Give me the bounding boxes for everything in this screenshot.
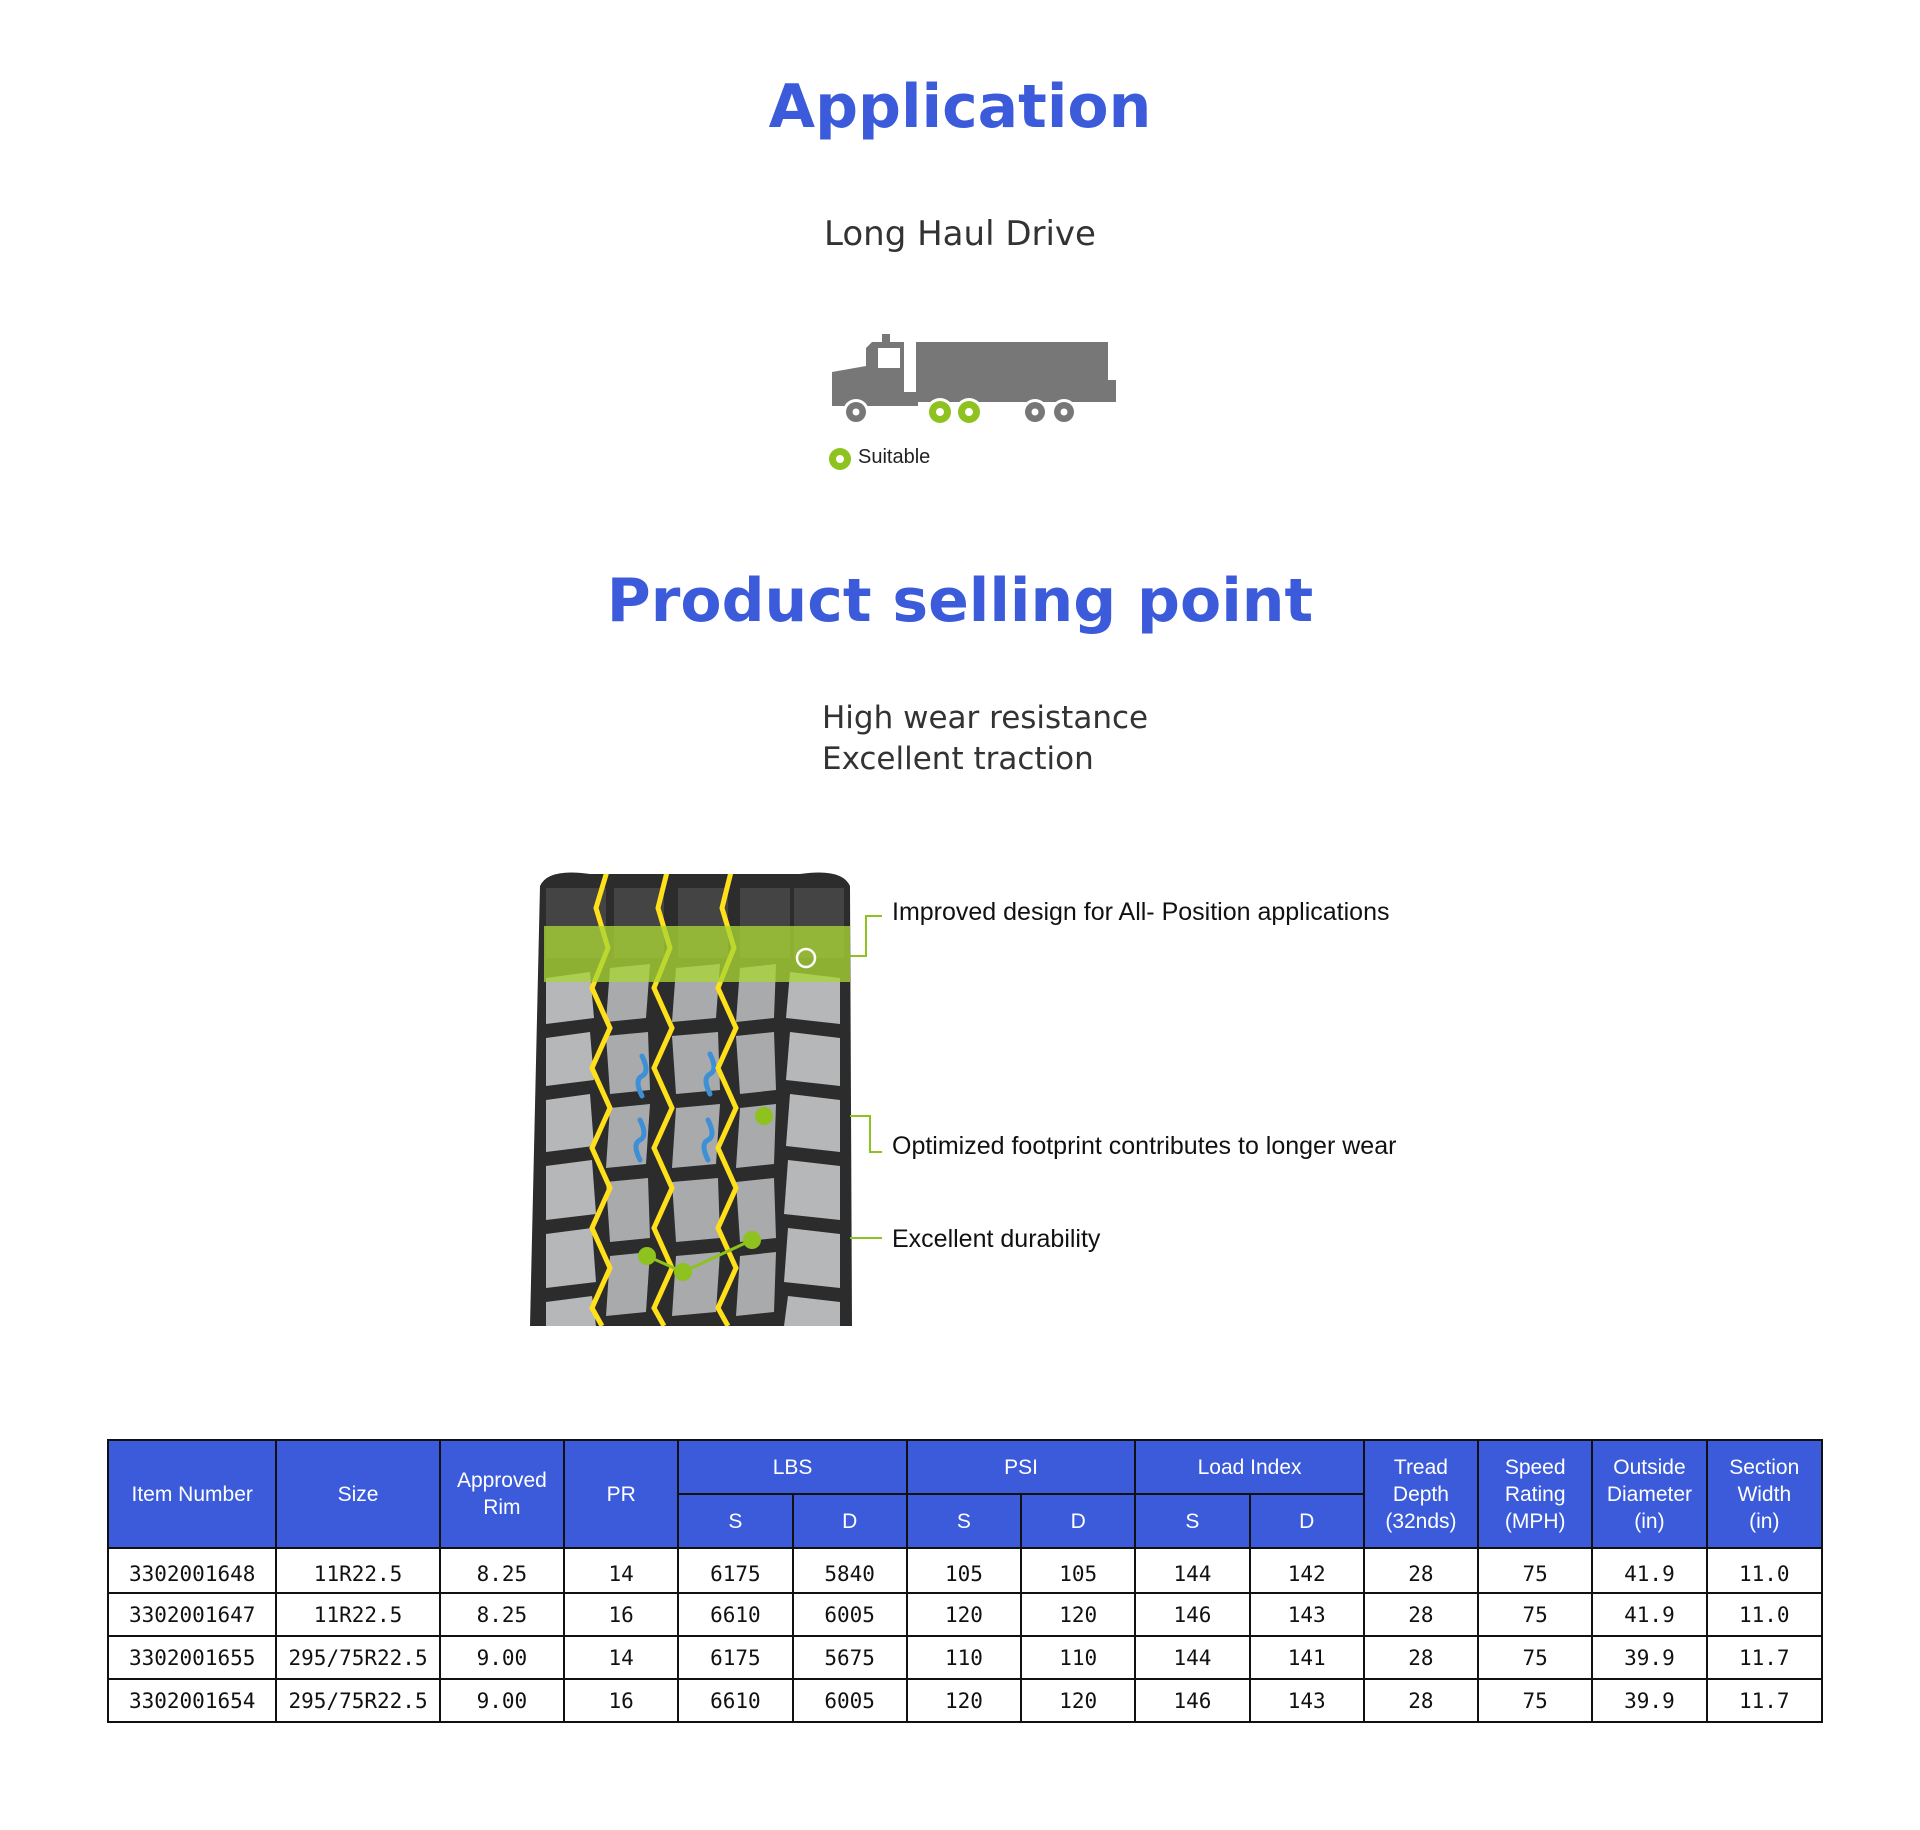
header-size: Size	[276, 1440, 439, 1548]
table-cell: 9.00	[440, 1679, 564, 1722]
table-cell: 143	[1250, 1593, 1364, 1636]
table-cell: 75	[1478, 1548, 1592, 1593]
header-approved-rim-line: Rim	[483, 1496, 521, 1519]
selling-point-item: Excellent traction	[822, 741, 1094, 777]
table-cell: 120	[907, 1593, 1021, 1636]
table-cell: 28	[1364, 1548, 1478, 1593]
header-tread-depth-line: Depth	[1392, 1482, 1449, 1506]
table-cell: 295/75R22.5	[276, 1679, 439, 1722]
table-cell: 5675	[793, 1636, 907, 1679]
table-cell: 120	[1021, 1679, 1135, 1722]
table-cell: 39.9	[1592, 1679, 1706, 1722]
table-cell: 28	[1364, 1636, 1478, 1679]
header-section-width-line: Section	[1729, 1455, 1800, 1479]
table-cell: 8.25	[440, 1548, 564, 1593]
table-cell: 3302001655	[108, 1636, 276, 1679]
callout-all-position: Improved design for All- Position applications	[892, 898, 1390, 926]
table-cell: 41.9	[1592, 1593, 1706, 1636]
header-speed-rating-line: Rating	[1504, 1482, 1566, 1506]
table-cell: 3302001647	[108, 1593, 276, 1636]
table-cell: 14	[564, 1636, 678, 1679]
table-cell: 11.0	[1707, 1548, 1822, 1593]
table-cell: 75	[1478, 1679, 1592, 1722]
header-load-d: D	[1250, 1494, 1364, 1548]
table-cell: 11.0	[1707, 1593, 1822, 1636]
header-section-width-line: (in)	[1749, 1509, 1780, 1533]
table-cell: 16	[564, 1679, 678, 1722]
truck-icon	[820, 330, 1120, 434]
callout-footprint: Optimized footprint contributes to longer wear	[892, 1132, 1397, 1160]
header-item-number: Item Number	[108, 1440, 276, 1548]
table-cell: 11R22.5	[276, 1593, 439, 1636]
table-cell: 141	[1250, 1636, 1364, 1679]
header-outside-diameter-line: Diameter	[1606, 1482, 1693, 1506]
selling-point-list	[822, 698, 1148, 780]
suitable-legend-icon	[828, 447, 852, 471]
table-cell: 142	[1250, 1548, 1364, 1593]
selling-point-item: High wear resistance	[822, 700, 1149, 736]
table-cell: 5840	[793, 1548, 907, 1593]
table-cell: 3302001648	[108, 1548, 276, 1593]
table-cell: 110	[1021, 1636, 1135, 1679]
table-cell: 75	[1478, 1593, 1592, 1636]
header-tread-depth-line: (32nds)	[1385, 1509, 1457, 1533]
header-outside-diameter	[1592, 1440, 1706, 1548]
table-cell: 144	[1135, 1636, 1249, 1679]
table-cell: 11.7	[1707, 1679, 1822, 1722]
table-cell: 105	[907, 1548, 1021, 1593]
header-approved-rim	[440, 1440, 564, 1548]
header-tread-depth	[1364, 1440, 1478, 1548]
header-speed-rating-line: Speed	[1504, 1455, 1566, 1479]
table-cell: 105	[1021, 1548, 1135, 1593]
spec-table	[107, 1439, 1823, 1723]
spec-table-body	[108, 1548, 1822, 1722]
table-cell: 6175	[678, 1548, 792, 1593]
header-lbs: LBS	[678, 1440, 907, 1494]
table-cell: 144	[1135, 1548, 1249, 1593]
callout-connectors	[850, 900, 890, 1400]
header-speed-rating-line: (MPH)	[1504, 1509, 1566, 1533]
header-outside-diameter-line: (in)	[1634, 1509, 1665, 1533]
table-cell: 14	[564, 1548, 678, 1593]
table-cell: 146	[1135, 1679, 1249, 1722]
header-section-width	[1707, 1440, 1822, 1548]
header-pr: PR	[564, 1440, 678, 1548]
application-title: Application	[768, 72, 1152, 142]
header-lbs-s: S	[678, 1494, 792, 1548]
table-cell: 110	[907, 1636, 1021, 1679]
table-cell: 28	[1364, 1593, 1478, 1636]
callout-durability: Excellent durability	[892, 1225, 1101, 1253]
table-cell: 6610	[678, 1593, 792, 1636]
table-cell: 11R22.5	[276, 1548, 439, 1593]
table-cell: 120	[1021, 1593, 1135, 1636]
table-cell: 3302001654	[108, 1679, 276, 1722]
selling-point-title: Product selling point	[606, 566, 1314, 636]
table-row	[108, 1636, 1822, 1679]
table-cell: 6610	[678, 1679, 792, 1722]
header-section-width-line: Width	[1737, 1482, 1792, 1506]
tire-tread-image	[530, 868, 860, 1326]
table-cell: 9.00	[440, 1636, 564, 1679]
header-psi-s: S	[907, 1494, 1021, 1548]
table-cell: 143	[1250, 1679, 1364, 1722]
header-load-index: Load Index	[1135, 1440, 1364, 1494]
table-cell: 16	[564, 1593, 678, 1636]
table-cell: 6175	[678, 1636, 792, 1679]
header-psi: PSI	[907, 1440, 1136, 1494]
table-cell: 41.9	[1592, 1548, 1706, 1593]
header-load-s: S	[1135, 1494, 1249, 1548]
table-cell: 39.9	[1592, 1636, 1706, 1679]
table-cell: 8.25	[440, 1593, 564, 1636]
header-tread-depth-line: Tread	[1393, 1455, 1448, 1479]
header-psi-d: D	[1021, 1494, 1135, 1548]
table-cell: 6005	[793, 1679, 907, 1722]
table-cell: 6005	[793, 1593, 907, 1636]
header-speed-rating	[1478, 1440, 1592, 1548]
header-outside-diameter-line: Outside	[1613, 1455, 1686, 1479]
table-cell: 28	[1364, 1679, 1478, 1722]
suitable-legend-label: Suitable	[858, 446, 931, 468]
header-lbs-d: D	[793, 1494, 907, 1548]
table-cell: 295/75R22.5	[276, 1636, 439, 1679]
table-row	[108, 1679, 1822, 1722]
application-subtitle: Long Haul Drive	[824, 214, 1096, 254]
table-row	[108, 1548, 1822, 1593]
header-approved-rim-line: Approved	[456, 1469, 547, 1492]
table-cell: 146	[1135, 1593, 1249, 1636]
table-cell: 120	[907, 1679, 1021, 1722]
table-row	[108, 1593, 1822, 1636]
table-cell: 75	[1478, 1636, 1592, 1679]
table-cell: 11.7	[1707, 1636, 1822, 1679]
